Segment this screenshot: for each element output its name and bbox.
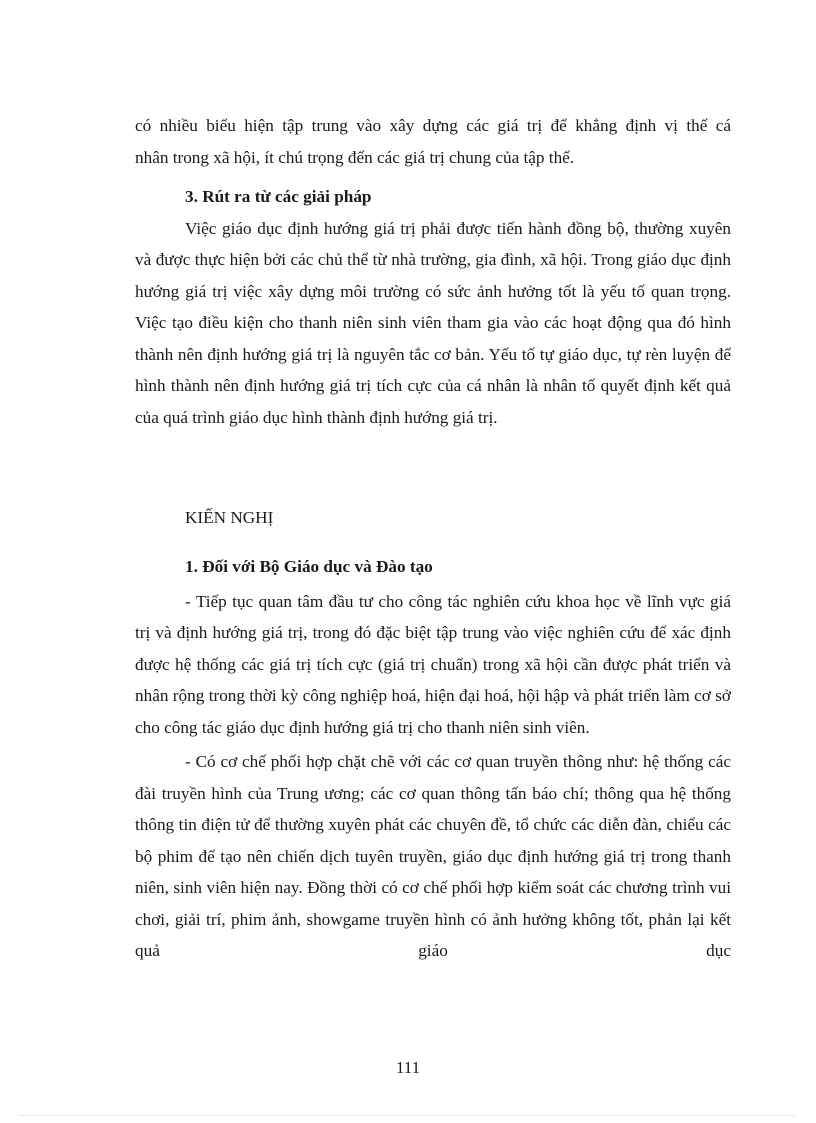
page-bottom-divider bbox=[20, 1115, 796, 1116]
continuation-paragraph bbox=[135, 110, 731, 173]
section-3-heading: 3. Rút ra từ các giải pháp bbox=[185, 187, 372, 206]
recommendations-body bbox=[135, 551, 731, 967]
recommendations-section bbox=[135, 502, 731, 534]
page-number: 111 bbox=[395, 1058, 421, 1077]
section-3-paragraph: Việc giáo dục định hướng giá trị phải được tiến hành đồng bộ, thường xuyên và được thực hiện bởi các chủ thể từ nhà trường, gia đình, xã hội. Trong giáo dục định hướng giá trị việc xây dựng môi trường có sức ảnh hưởng tốt là yếu tố quan trọng. Việc tạo điều kiện cho thanh niên sinh viên tham gia vào các hoạt động qua đó hình thành nên định hướng giá trị là nguyên tắc cơ bản. Yếu tố tự giáo dục, tự rèn luyện để hình thành nên định hướng giá trị tích cực của cá nhân là nhân tố quyết định kết quả của quá trình giáo dục hình thành định hướng giá trị. bbox=[135, 218, 731, 427]
ministry-subheading: 1. Đối với Bộ Giáo dục và Đào tạo bbox=[185, 557, 433, 576]
continuation-line-2: nhân trong xã hội, ít chú trọng đến các giá trị chung của tập thể. bbox=[135, 147, 575, 167]
recommendation-paragraph-2: - Có cơ chế phối hợp chặt chẽ với các cơ quan truyền thông như: hệ thống các đài truyền hình của Trung ương; các cơ quan thông tấn báo chí; thông qua hệ thống thông tin điện tử để thường xuyên phát các chuyên đề, tổ chức các diễn đàn, chiếu các bộ phim để tạo nên chiến dịch tuyên truyền, giáo dục định hướng giá trị trong thanh niên, sinh viên hiện nay. Đồng thời có cơ chế phối hợp kiểm soát các chương trình vui chơi, giải trí, phim ảnh, showgame truyền hình có ảnh hưởng không tốt, phản lại kết quả giáo dục bbox=[135, 752, 731, 960]
recommendation-paragraph-1: - Tiếp tục quan tâm đầu tư cho công tác nghiên cứu khoa học về lĩnh vực giá trị và định hướng giá trị, trong đó đặc biệt tập trung vào việc nghiên cứu để xác định được hệ thống các giá trị tích cực (giá trị chuẩn) trong xã hội cần được phát triển và nhân rộng trong thời kỳ công nghiệp hoá, hiện đại hoá, hội hập và phát triển làm cơ sở cho công tác giáo dục định hướng giá trị cho thanh niên sinh viên. bbox=[135, 591, 731, 737]
section-3 bbox=[135, 181, 731, 433]
continuation-line-1: có nhiều biểu hiện tập trung vào xây dựng các giá trị để khẳng định vị thế cá bbox=[135, 116, 731, 135]
recommendations-heading: KIẾN NGHỊ bbox=[185, 508, 274, 527]
